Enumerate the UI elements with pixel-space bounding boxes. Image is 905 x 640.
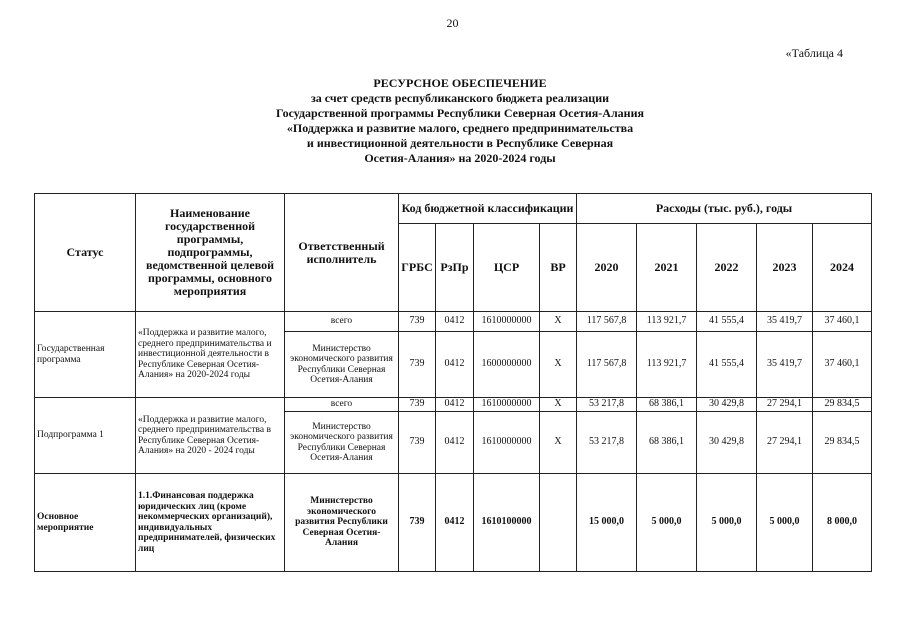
row-vr: X xyxy=(540,312,577,332)
row-vr: X xyxy=(540,332,577,398)
row-value: 68 386,1 xyxy=(637,398,697,412)
row-value: 15 000,0 xyxy=(577,474,637,572)
table-row xyxy=(35,312,872,332)
row-rzpr: 0412 xyxy=(436,332,474,398)
resource-table xyxy=(34,193,872,572)
row-value: 53 217,8 xyxy=(577,398,637,412)
row-csr: 1610000000 xyxy=(474,398,540,412)
row-grbs: 739 xyxy=(399,398,436,412)
row-grbs: 739 xyxy=(399,412,436,474)
row-status: Основное мероприятие xyxy=(35,474,136,572)
row-value: 37 460,1 xyxy=(813,312,872,332)
row-csr: 1610000000 xyxy=(474,412,540,474)
row-value: 113 921,7 xyxy=(637,332,697,398)
header-grbs: ГРБС xyxy=(399,224,436,312)
row-executor: Министерство экономического развития Республики Северная Осетия-Алания xyxy=(285,474,399,572)
header-status: Статус xyxy=(35,194,136,312)
row-csr: 1600000000 xyxy=(474,332,540,398)
row-value: 27 294,1 xyxy=(757,398,813,412)
row-grbs: 739 xyxy=(399,312,436,332)
row-rzpr: 0412 xyxy=(436,474,474,572)
row-rzpr: 0412 xyxy=(436,398,474,412)
title-line: и инвестиционной деятельности в Республике Северная xyxy=(306,136,614,150)
page-number: 20 xyxy=(446,16,459,30)
header-year: 2021 xyxy=(637,224,697,312)
row-value: 68 386,1 xyxy=(637,412,697,474)
row-value: 117 567,8 xyxy=(577,332,637,398)
title-line: Осетия-Алания» на 2020-2024 годы xyxy=(364,151,556,165)
title-line: за счет средств республиканского бюджета реализации xyxy=(310,91,610,105)
row-vr: X xyxy=(540,412,577,474)
title-line: Государственной программы Республики Северная Осетия-Алания xyxy=(275,106,644,120)
row-value: 113 921,7 xyxy=(637,312,697,332)
row-value: 117 567,8 xyxy=(577,312,637,332)
row-executor: всего xyxy=(285,312,399,332)
row-value: 5 000,0 xyxy=(757,474,813,572)
row-value: 29 834,5 xyxy=(813,412,872,474)
header-year: 2020 xyxy=(577,224,637,312)
row-rzpr: 0412 xyxy=(436,412,474,474)
row-value: 41 555,4 xyxy=(697,332,757,398)
header-year: 2024 xyxy=(813,224,872,312)
title-line: «Поддержка и развитие малого, среднего предпринимательства xyxy=(286,121,634,135)
row-name: «Поддержка и развитие малого, среднего предпринимательства и инвестиционной деятельности в Республике Северная Осетия-Алания» на 2020-2024 годы xyxy=(136,312,285,398)
row-vr xyxy=(540,474,577,572)
row-status: Подпрограмма 1 xyxy=(35,398,136,474)
header-year: 2022 xyxy=(697,224,757,312)
row-value: 8 000,0 xyxy=(813,474,872,572)
header-expenses: Расходы (тыс. руб.), годы xyxy=(577,194,872,224)
row-executor: Министерство экономического развития Республики Северная Осетия-Алания xyxy=(285,332,399,398)
row-value: 35 419,7 xyxy=(757,332,813,398)
row-value: 35 419,7 xyxy=(757,312,813,332)
title-line: РЕСУРСНОЕ ОБЕСПЕЧЕНИЕ xyxy=(373,76,547,90)
row-value: 29 834,5 xyxy=(813,398,872,412)
row-csr: 1610100000 xyxy=(474,474,540,572)
row-value: 41 555,4 xyxy=(697,312,757,332)
row-value: 27 294,1 xyxy=(757,412,813,474)
header-csr: ЦСР xyxy=(474,224,540,312)
row-value: 30 429,8 xyxy=(697,412,757,474)
row-status: Государственная программа xyxy=(35,312,136,398)
table-row xyxy=(35,398,872,412)
row-value: 5 000,0 xyxy=(637,474,697,572)
row-value: 30 429,8 xyxy=(697,398,757,412)
table-reference: «Таблица 4 xyxy=(785,46,843,60)
header-budget-code: Код бюджетной классификации xyxy=(399,194,577,224)
header-name: Наименование государственной программы, подпрограммы, ведомственной целевой программы, основного мероприятия xyxy=(136,194,285,312)
row-csr: 1610000000 xyxy=(474,312,540,332)
row-grbs: 739 xyxy=(399,332,436,398)
header-rzpr: РзПр xyxy=(436,224,474,312)
row-value: 53 217,8 xyxy=(577,412,637,474)
document-title xyxy=(150,76,770,166)
header-vr: ВР xyxy=(540,224,577,312)
row-executor: всего xyxy=(285,398,399,412)
row-name: «Поддержка и развитие малого, среднего предпринимательства в Республике Северная Осетия-Алания» на 2020 - 2024 годы xyxy=(136,398,285,474)
row-executor: Министерство экономического развития Республики Северная Осетия-Алания xyxy=(285,412,399,474)
table-row xyxy=(35,474,872,572)
row-value: 37 460,1 xyxy=(813,332,872,398)
header-executor: Ответственный исполнитель xyxy=(285,194,399,312)
row-vr: X xyxy=(540,398,577,412)
row-rzpr: 0412 xyxy=(436,312,474,332)
row-grbs: 739 xyxy=(399,474,436,572)
row-name: 1.1.Финансовая поддержка юридических лиц (кроме некоммерческих организаций), индивидуальных предпринимателей, физических лиц xyxy=(136,474,285,572)
row-value: 5 000,0 xyxy=(697,474,757,572)
header-year: 2023 xyxy=(757,224,813,312)
